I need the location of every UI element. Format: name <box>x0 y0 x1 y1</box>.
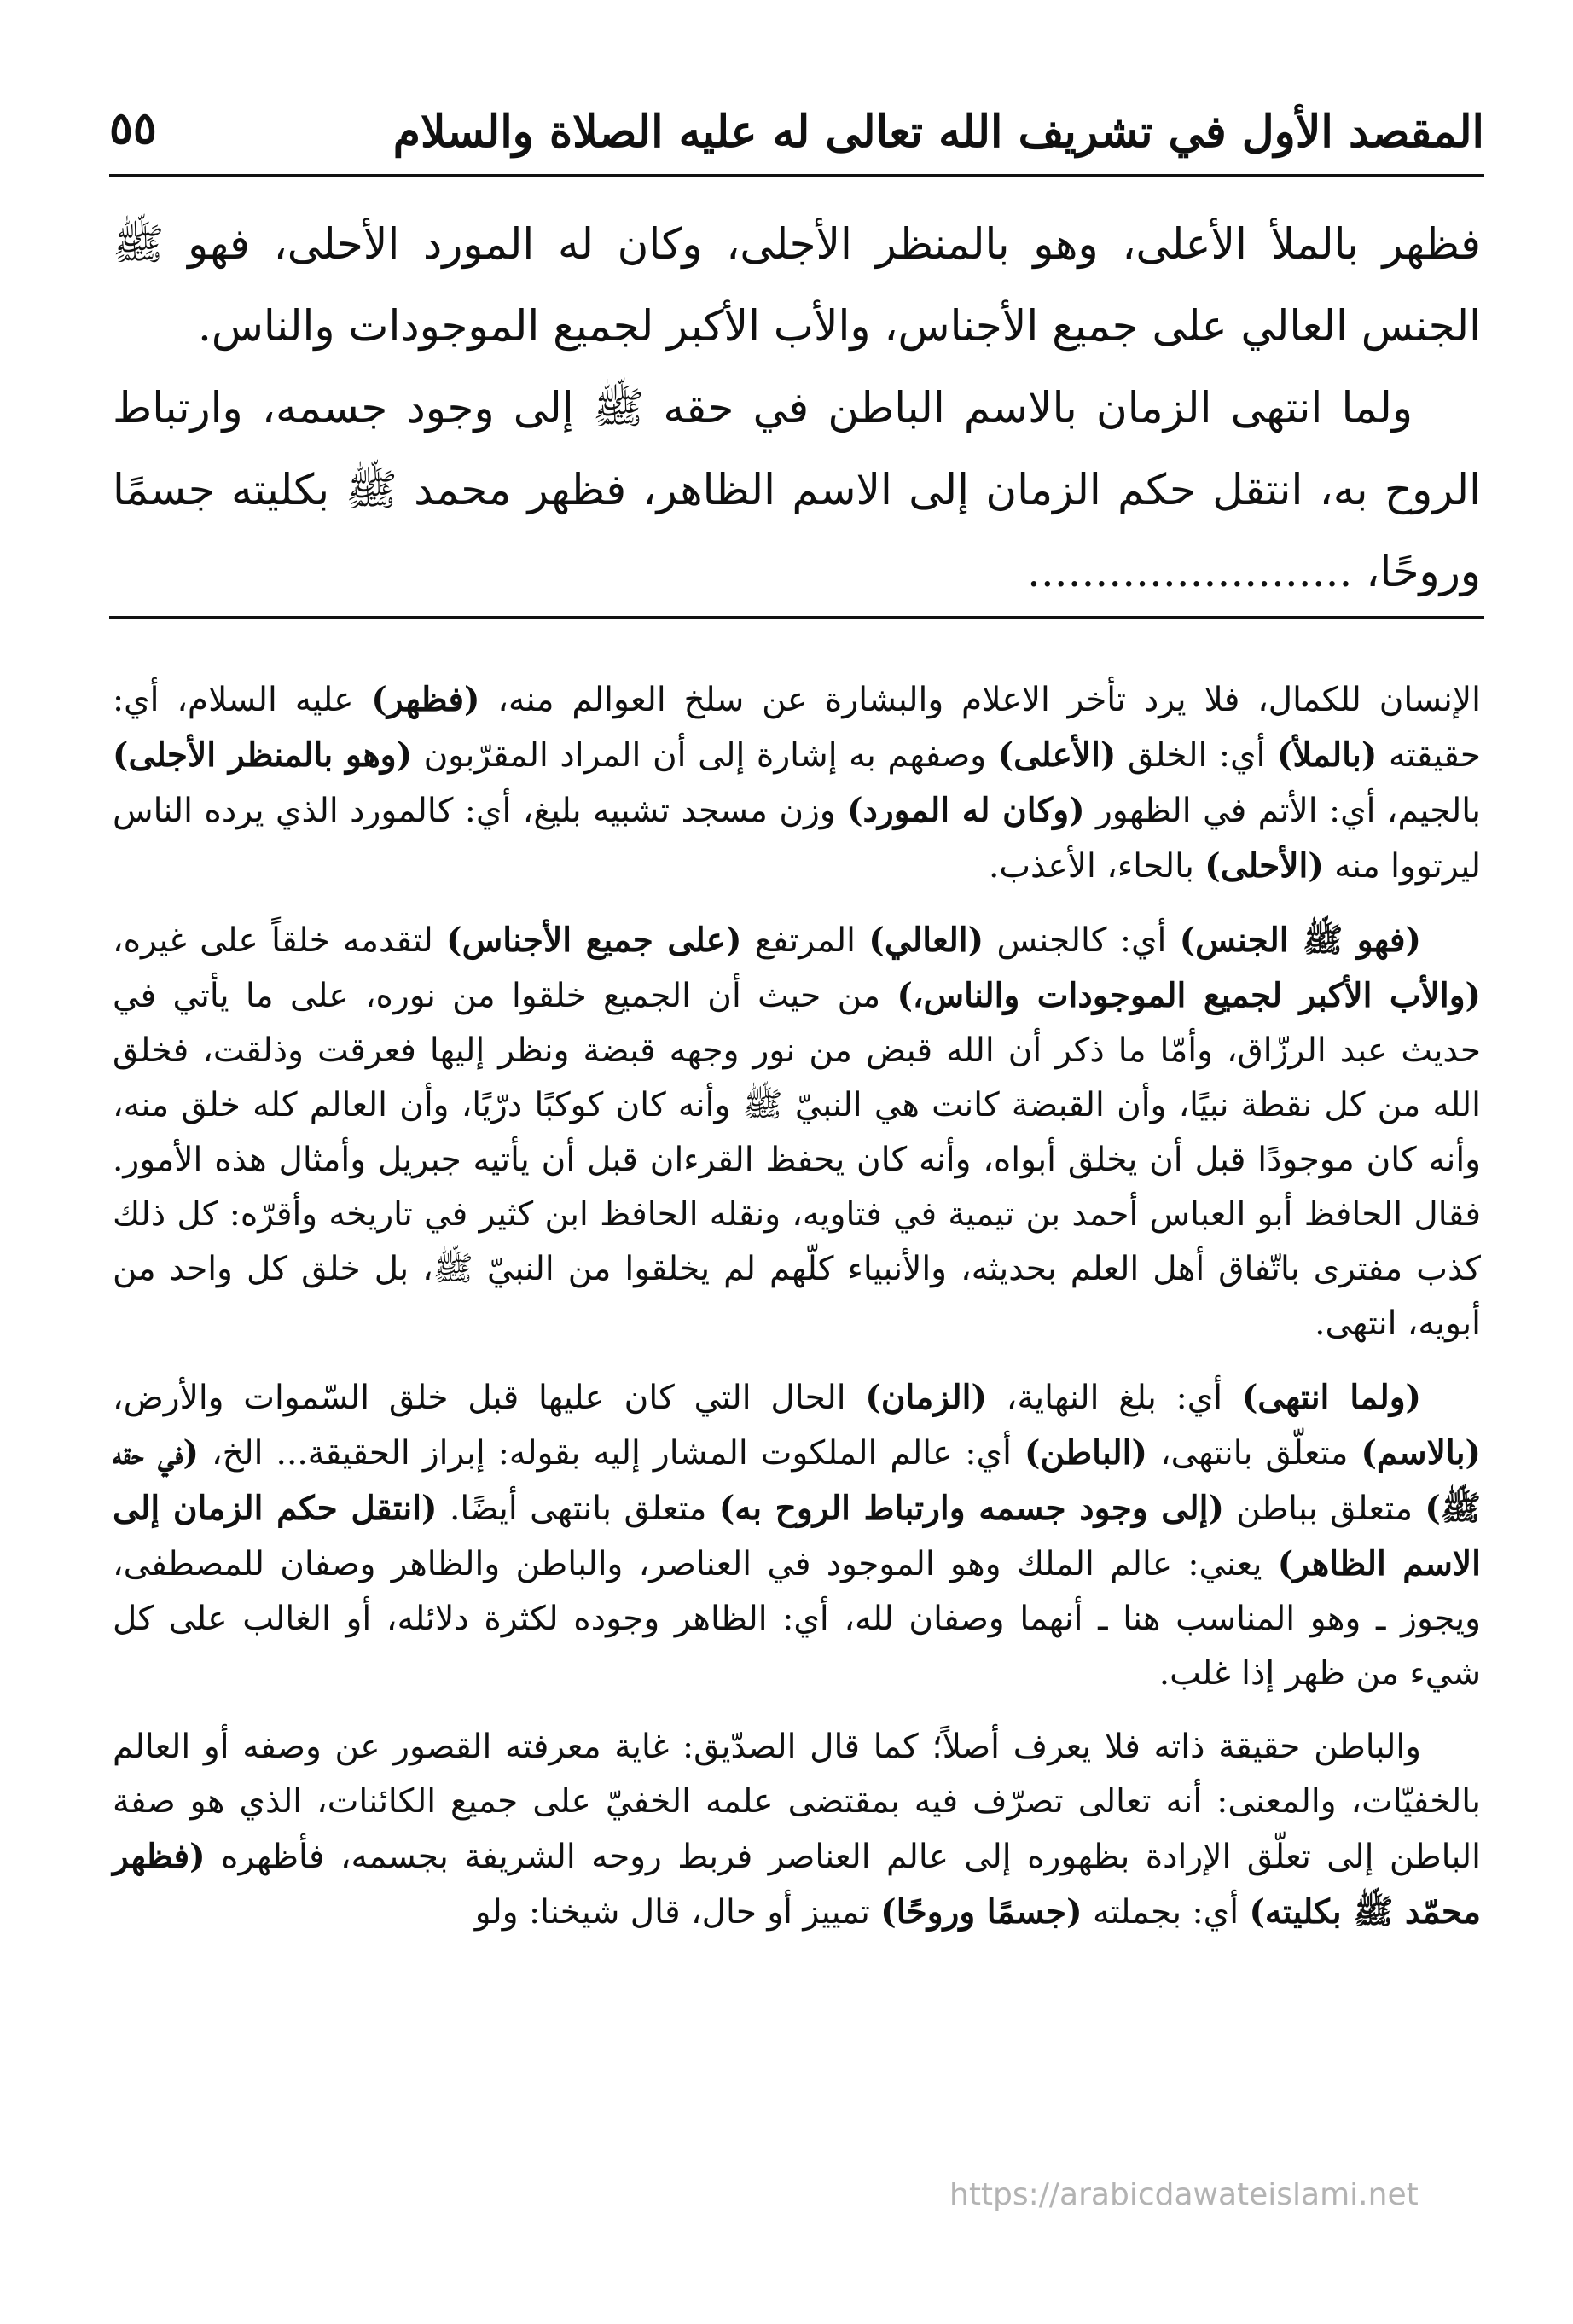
commentary-segment: أي: بجملته <box>1082 1893 1250 1932</box>
commentary-segment: أي: الخلق <box>1116 736 1278 775</box>
page-header <box>109 101 1484 174</box>
commentary-paragraph <box>113 1720 1481 1940</box>
commentary-segment: المرتفع <box>741 921 869 960</box>
quoted-matn-phrase: (ولما انتهى) <box>1241 1378 1421 1417</box>
commentary-segment: متعلّق بانتهى، <box>1146 1434 1361 1473</box>
quoted-matn-phrase: (والأب الأكبر لجميع الموجودات والناس،) <box>897 976 1482 1015</box>
commentary-segment: وصفهم به إشارة إلى أن المراد المقرّبون <box>412 736 998 775</box>
commentary-segment: أي: عالم الملكوت المشار إليه بقوله: إبراز الحقيقة... الخ، <box>198 1434 1024 1473</box>
watermark-url: https://arabicdawateislami.net <box>949 2177 1419 2212</box>
quoted-matn-phrase: (العالي) <box>868 921 984 960</box>
quoted-matn-phrase: (على جميع الأجناس) <box>446 921 742 960</box>
commentary-segment: تمييز أو حال، قال شيخنا: ولو <box>474 1893 881 1932</box>
quoted-matn-phrase: (الباطن) <box>1024 1433 1147 1473</box>
commentary-paragraph <box>113 672 1481 894</box>
commentary-segment: الحال التي كان عليها قبل خلق السّموات والأرض، <box>113 1379 866 1417</box>
section-divider <box>109 616 1484 619</box>
commentary-paragraph <box>113 1370 1481 1701</box>
quoted-matn-phrase: (انتقل حكم الزمان إلى الاسم الظاهر) <box>113 1489 1481 1583</box>
quoted-matn-phrase: (الزمان) <box>865 1378 987 1417</box>
quoted-matn-phrase: (الأعلى) <box>997 735 1117 775</box>
commentary-segment: الإنسان للكمال، فلا يرد تأخر الاعلام والبشارة عن سلخ العوالم منه، <box>479 681 1481 719</box>
commentary-segment: متعلق بباطن <box>1223 1490 1425 1528</box>
quoted-matn-phrase: (بالاسم) <box>1361 1433 1482 1473</box>
commentary-segment: يعني: عالم الملك وهو الموجود في العناصر، والباطن والظاهر وصفان للمصطفى، ويجوز ـ وهو المناسب هنا ـ أنهما وصفان لله، أي: الظاهر وجوده لكثرة دلائله، أو الغالب على كل شيء من ظهر إذا غلب. <box>113 1545 1481 1693</box>
quoted-matn-phrase: (فهو ﷺ الجنس) <box>1179 921 1421 960</box>
commentary-segment: وزن مسجد تشبيه بليغ، أي: كالمورد الذي يرده الناس ليرتووا منه <box>113 792 1481 886</box>
commentary-segment: متعلق بانتهى أيضًا. <box>437 1490 719 1528</box>
commentary-segment: أي: كالجنس <box>984 921 1180 960</box>
main-paragraph: ولما انتهى الزمان بالاسم الباطن في حقه ﷺ إلى وجود جسمه، وارتباط الروح به، انتقل حكم الزمان إلى الاسم الظاهر، فظهر محمد ﷺ بكليته جسمًا وروحًا، ........................ <box>113 383 1481 596</box>
quoted-matn-phrase: (إلى وجود جسمه وارتباط الروح به) <box>718 1489 1224 1528</box>
quoted-matn-phrase: (في حقه ﷺ) <box>113 1433 1481 1528</box>
quoted-matn-phrase: (بالملأ) <box>1277 735 1378 775</box>
commentary-text <box>113 672 1481 1959</box>
page-number: ٥٥ <box>109 102 157 154</box>
quoted-matn-phrase: (جسمًا وروحًا) <box>880 1892 1083 1932</box>
quoted-matn-phrase: (وكان له المورد) <box>847 791 1085 830</box>
commentary-segment: عليه السلام، أي: حقيقته <box>113 681 1481 775</box>
commentary-segment: بالحاء، الأعذب. <box>988 847 1205 886</box>
commentary-segment: أي: بلغ النهاية، <box>986 1379 1242 1417</box>
quoted-matn-phrase: (فظهر محمّد ﷺ بكليته) <box>113 1837 1481 1932</box>
quoted-matn-phrase: (الأحلى) <box>1204 846 1324 886</box>
quoted-matn-phrase: (وهو بالمنظر الأجلى) <box>113 735 413 775</box>
commentary-segment: بالجيم، أي: الأتم في الظهور <box>1084 792 1482 830</box>
commentary-segment: لتقدمه خلقاً على غيره، <box>113 921 447 960</box>
running-title: المقصد الأول في تشريف الله تعالى له عليه الصلاة والسلام <box>392 106 1484 158</box>
main-text <box>113 203 1481 613</box>
main-paragraph: فظهر بالملأ الأعلى، وهو بالمنظر الأجلى، وكان له المورد الأحلى، فهو ﷺ الجنس العالي على جميع الأجناس، والأب الأكبر لجميع الموجودات والناس. <box>113 219 1481 351</box>
commentary-paragraph <box>113 913 1481 1351</box>
header-rule <box>109 174 1484 177</box>
commentary-segment: والباطن حقيقة ذاته فلا يعرف أصلاً؛ كما قال الصدّيق: غاية معرفته القصور عن وصفه أو العالم بالخفيّات، والمعنى: أنه تعالى تصرّف فيه بمقتضى علمه الخفيّ على جميع الكائنات، الذي هو صفة الباطن إلى تعلّق الإرادة بظهوره إلى عالم العناصر فربط روحه الشريفة بجسمه، فأظهره <box>113 1728 1481 1876</box>
commentary-segment: من حيث أن الجميع خلقوا من نوره، على ما يأتي في حديث عبد الرزّاق، وأمّا ما ذكر أن الله قبض من نور وجهه قبضة ونظر إليها فعرقت وذلقت، فخلق الله من كل نقطة نبيًا، وأن القبضة كانت هي النبيّ ﷺ وأنه كان كوكبًا درّيًا، وأن العالم كله خلق منه، وأنه كان موجودًا قبل أن يخلق أبواه، وأنه كان يحفظ القرءان قبل أن يأتيه جبريل وأمثال هذه الأمور. فقال الحافظ أبو العباس أحمد بن تيمية في فتاويه، ونقله الحافظ ابن كثير في تاريخه وأقرّه: كل ذلك كذب مفترى باتّفاق أهل العلم بحديثه، والأنبياء كلّهم لم يخلقوا من النبيّ ﷺ، بل خلق كل واحد من أبويه، انتهى. <box>113 977 1481 1343</box>
quoted-matn-phrase: (فظهر) <box>371 680 480 719</box>
